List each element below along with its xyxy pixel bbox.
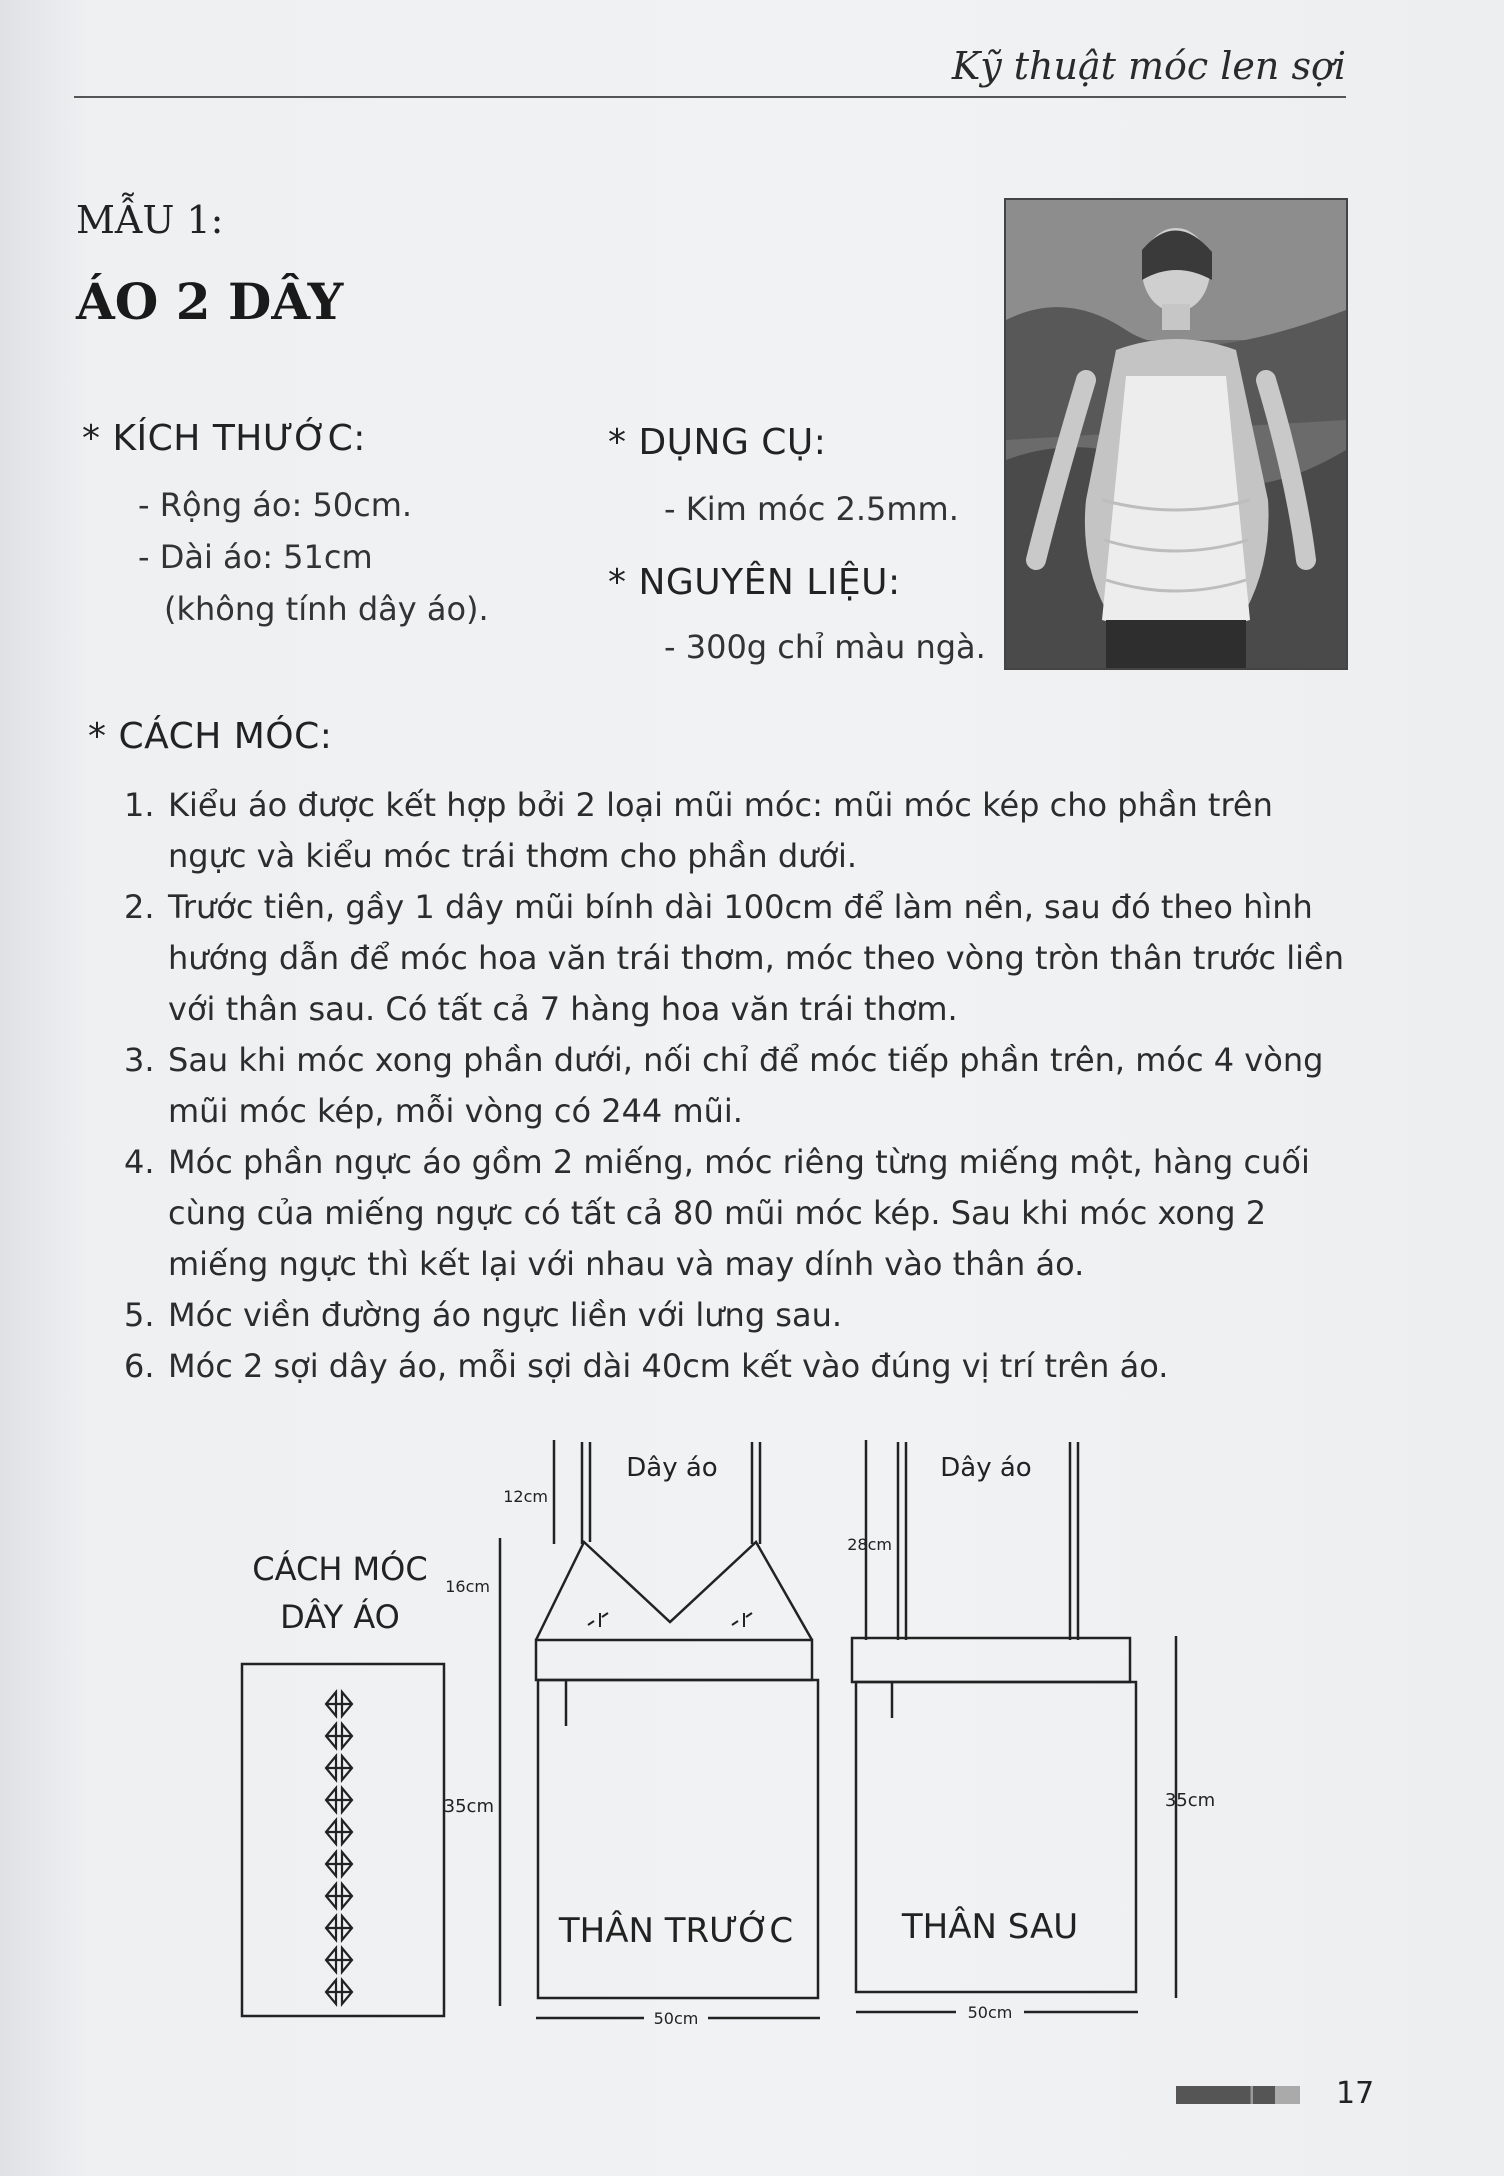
back-strap-length: 28cm (847, 1535, 892, 1554)
material-yarn: - 300g chỉ màu ngà. (664, 628, 986, 666)
strap-method-label-2: DÂY ÁO (280, 1598, 400, 1636)
step-line: Móc phần ngực áo gồm 2 miếng, móc riêng từng miếng một, hàng cuối (168, 1143, 1310, 1181)
step-line: Trước tiên, gầy 1 dây mũi bính dài 100cm để làm nền, sau đó theo hình (168, 888, 1313, 926)
step-item (124, 882, 1356, 1035)
front-piece-label: THÂN TRƯỚC (558, 1911, 794, 1951)
header-rule (74, 96, 1346, 98)
step-line: Kiểu áo được kết hợp bởi 2 loại mũi móc: mũi móc kép cho phần trên (168, 786, 1273, 824)
tools-heading: * DỤNG CỤ: (608, 422, 827, 463)
step-line: cùng của miếng ngực có tất cả 80 mũi móc kép. Sau khi móc xong 2 (168, 1194, 1267, 1232)
step-line: hướng dẫn để móc hoa văn trái thơm, móc theo vòng tròn thân trước liền (168, 939, 1344, 977)
step-number: 4. (124, 1143, 155, 1181)
step-item (124, 1137, 1356, 1290)
step-number: 1. (124, 786, 155, 824)
strap-method-label-1: CÁCH MÓC (252, 1550, 428, 1588)
step-line: ngực và kiểu móc trái thơm cho phần dưới. (168, 837, 858, 875)
page-number: 17 (1336, 2076, 1375, 2111)
back-piece-label: THÂN SAU (901, 1907, 1079, 1947)
step-item (124, 1035, 1356, 1137)
back-strap-label: Dây áo (940, 1453, 1032, 1483)
step-number: 5. (124, 1296, 155, 1334)
step-item (124, 1341, 1356, 1392)
model-photo (1004, 198, 1348, 670)
size-note: (không tính dây áo). (164, 590, 489, 628)
garment-diagram (0, 1420, 1504, 2060)
method-heading: * CÁCH MÓC: (88, 716, 333, 757)
step-line: Sau khi móc xong phần dưới, nối chỉ để móc tiếp phần trên, móc 4 vòng (168, 1041, 1324, 1079)
back-width: 50cm (967, 2003, 1013, 2022)
front-strap-length: 12cm (503, 1487, 548, 1506)
step-line: Móc 2 sợi dây áo, mỗi sợi dài 40cm kết vào đúng vị trí trên áo. (168, 1347, 1169, 1385)
step-line: mũi móc kép, mỗi vòng có 244 mũi. (168, 1092, 743, 1130)
step-line: với thân sau. Có tất cả 7 hàng hoa văn trái thơm. (168, 990, 958, 1028)
pattern-number: MẪU 1: (76, 198, 224, 242)
model-photo-illustration (1006, 200, 1346, 668)
step-line: Móc viền đường áo ngực liền với lưng sau. (168, 1296, 843, 1334)
materials-heading: * NGUYÊN LIỆU: (608, 562, 901, 603)
size-width: - Rộng áo: 50cm. (138, 486, 413, 524)
step-number: 6. (124, 1347, 155, 1385)
pattern-title: ÁO 2 DÂY (76, 272, 344, 331)
step-number: 3. (124, 1041, 155, 1079)
sizes-heading: * KÍCH THƯỚC: (82, 418, 366, 459)
size-length: - Dài áo: 51cm (138, 538, 373, 576)
front-bust-length: 16cm (445, 1577, 490, 1596)
front-width: 50cm (653, 2009, 699, 2028)
folio-decoration (1176, 2086, 1300, 2104)
method-steps (124, 780, 1356, 1392)
strap-stitch-chart (326, 1692, 352, 2004)
step-number: 2. (124, 888, 155, 926)
tool-hook: - Kim móc 2.5mm. (664, 490, 959, 528)
step-item (124, 1290, 1356, 1341)
step-item (124, 780, 1356, 882)
back-body-length: 35cm (1164, 1790, 1216, 1811)
running-title: Kỹ thuật móc len sợi (951, 44, 1346, 88)
front-strap-label: Dây áo (626, 1453, 718, 1483)
front-body-length: 35cm (443, 1796, 494, 1817)
step-line: miếng ngực thì kết lại với nhau và may dính vào thân áo. (168, 1245, 1085, 1283)
